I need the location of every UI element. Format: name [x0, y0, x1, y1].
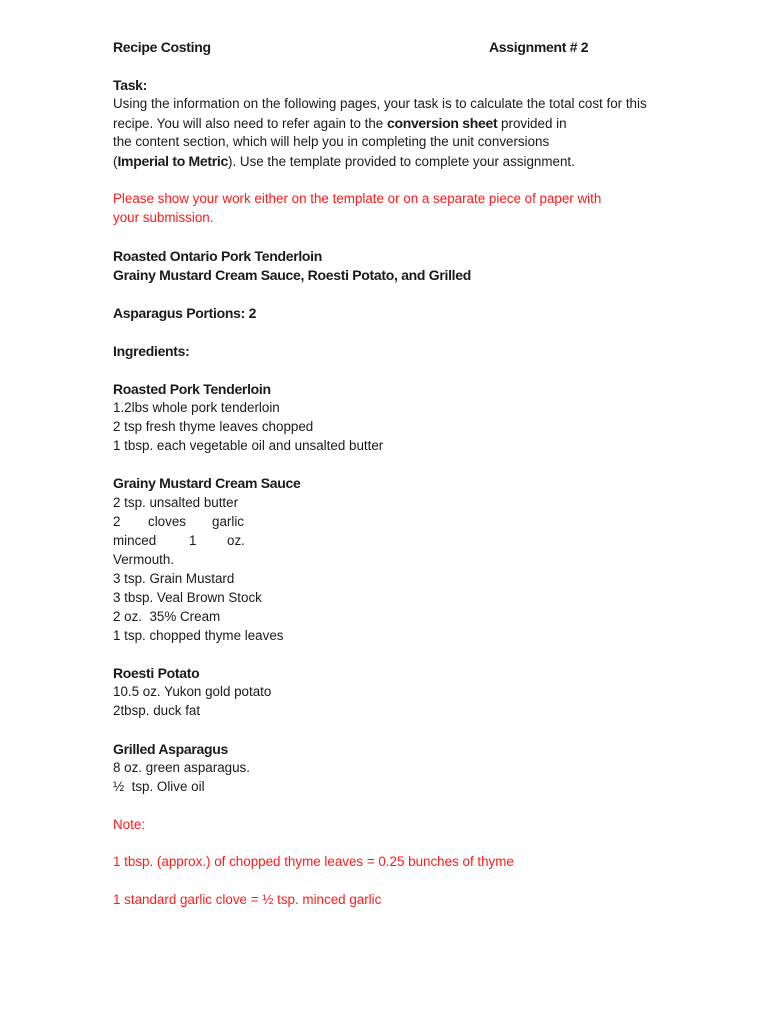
task-line-2: recipe. You will also need to refer again to the conversion sheet provided in — [113, 115, 567, 131]
section-title-asparagus: Grilled Asparagus — [113, 741, 228, 757]
note-thyme: 1 tbsp. (approx.) of chopped thyme leaves = 0.25 bunches of thyme — [113, 854, 514, 869]
conversion-sheet-text: conversion sheet — [386, 115, 498, 131]
document-title: Recipe Costing — [113, 39, 211, 55]
notice-line-2: your submission. — [113, 210, 214, 225]
recipe-title-line-1: Roasted Ontario Pork Tenderloin — [113, 248, 323, 264]
ingredient-item: 1 tsp. chopped thyme leaves — [113, 628, 284, 643]
assignment-number: Assignment # 2 — [489, 39, 589, 55]
recipe-title-line-2: Grainy Mustard Cream Sauce, Roesti Potato, and Grilled — [113, 267, 472, 283]
note-label: Note: — [113, 817, 146, 832]
ingredient-item: 3 tbsp. Veal Brown Stock — [113, 590, 262, 605]
notice-line-1: Please show your work either on the template or on a separate piece of paper with — [113, 191, 602, 206]
ingredient-item: 2 oz. 35% Cream — [113, 609, 221, 624]
recipe-portions: Asparagus Portions: 2 — [113, 305, 257, 321]
ingredients-label: Ingredients: — [113, 343, 190, 359]
task-line-4: (Imperial to Metric). Use the template provided to complete your assignment. — [113, 153, 575, 169]
ingredient-item: 1.2lbs whole pork tenderloin — [113, 400, 280, 415]
task-line-1: Using the information on the following pages, your task is to calculate the total cost for this — [113, 96, 647, 111]
section-title-pork: Roasted Pork Tenderloin — [113, 381, 271, 397]
task-label: Task: — [113, 77, 148, 93]
section-title-sauce: Grainy Mustard Cream Sauce — [113, 475, 301, 491]
ingredient-item: ½ tsp. Olive oil — [113, 779, 205, 794]
ingredient-item: 10.5 oz. Yukon gold potato — [113, 684, 272, 699]
imperial-to-metric-text: Imperial to Metric — [117, 153, 228, 169]
ingredient-item: 3 tsp. Grain Mustard — [113, 571, 235, 586]
task-line-3: the content section, which will help you in completing the unit conversions — [113, 134, 550, 149]
ingredient-item: 2 tsp fresh thyme leaves chopped — [113, 419, 314, 434]
section-title-potato: Roesti Potato — [113, 665, 200, 681]
ingredient-item: 1 tbsp. each vegetable oil and unsalted butter — [113, 438, 384, 453]
ingredient-item: 8 oz. green asparagus. — [113, 760, 250, 775]
note-garlic: 1 standard garlic clove = ½ tsp. minced garlic — [113, 892, 382, 907]
ingredient-item: 2tbsp. duck fat — [113, 703, 201, 718]
ingredient-item: 2 tsp. unsalted butter — [113, 495, 239, 510]
ingredient-item: Vermouth. — [113, 552, 175, 567]
